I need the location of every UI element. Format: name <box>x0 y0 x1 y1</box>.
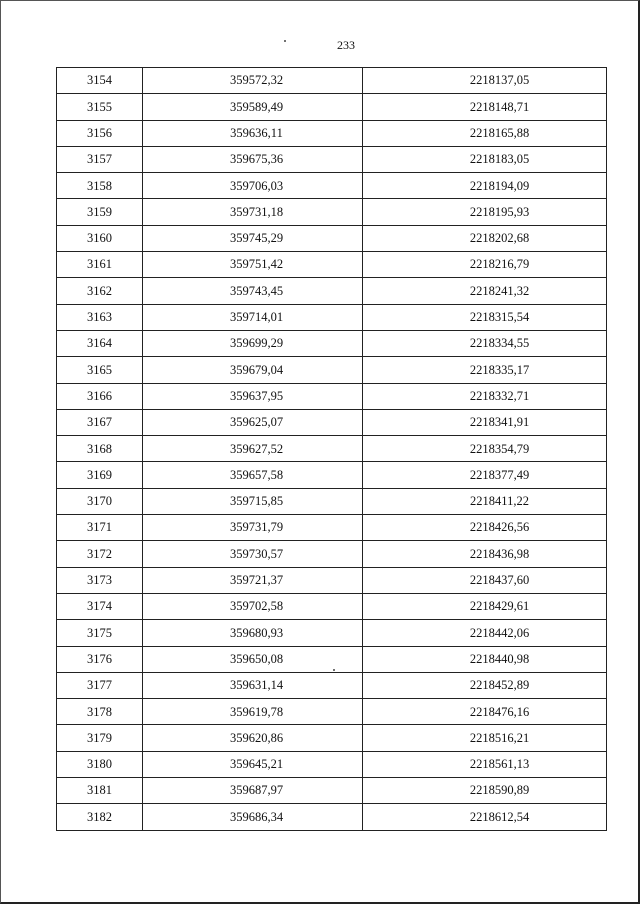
y-coordinate-cell: 2218426,56 <box>363 515 607 541</box>
point-number-cell: 3155 <box>57 94 143 120</box>
point-number-cell: 3179 <box>57 725 143 751</box>
x-coordinate-cell: 359679,04 <box>143 357 363 383</box>
x-coordinate-cell: 359620,86 <box>143 725 363 751</box>
point-number-cell: 3161 <box>57 252 143 278</box>
point-number-cell: 3171 <box>57 515 143 541</box>
y-coordinate-cell: 2218354,79 <box>363 436 607 462</box>
point-number-cell: 3168 <box>57 436 143 462</box>
y-coordinate-cell: 2218137,05 <box>363 68 607 94</box>
point-number-cell: 3172 <box>57 541 143 567</box>
table-row <box>57 646 607 672</box>
y-coordinate-cell: 2218241,32 <box>363 278 607 304</box>
y-coordinate-cell: 2218612,54 <box>363 804 607 830</box>
point-number-cell: 3173 <box>57 567 143 593</box>
page-number: 233 <box>337 38 355 52</box>
point-number-cell: 3169 <box>57 462 143 488</box>
x-coordinate-cell: 359687,97 <box>143 778 363 804</box>
x-coordinate-cell: 359731,18 <box>143 199 363 225</box>
table-row <box>57 488 607 514</box>
x-coordinate-cell: 359714,01 <box>143 304 363 330</box>
table-row <box>57 593 607 619</box>
table-row <box>57 383 607 409</box>
table-row <box>57 751 607 777</box>
x-coordinate-cell: 359702,58 <box>143 593 363 619</box>
x-coordinate-cell: 359699,29 <box>143 330 363 356</box>
y-coordinate-cell: 2218202,68 <box>363 225 607 251</box>
point-number-cell: 3181 <box>57 778 143 804</box>
x-coordinate-cell: 359650,08 <box>143 646 363 672</box>
y-coordinate-cell: 2218194,09 <box>363 173 607 199</box>
x-coordinate-cell: 359731,79 <box>143 515 363 541</box>
x-coordinate-cell: 359751,42 <box>143 252 363 278</box>
table-row <box>57 725 607 751</box>
y-coordinate-cell: 2218411,22 <box>363 488 607 514</box>
y-coordinate-cell: 2218377,49 <box>363 462 607 488</box>
table-row <box>57 409 607 435</box>
table-row <box>57 278 607 304</box>
point-number-cell: 3157 <box>57 146 143 172</box>
point-number-cell: 3176 <box>57 646 143 672</box>
point-number-cell: 3156 <box>57 120 143 146</box>
coordinates-table <box>56 67 607 831</box>
table-row <box>57 146 607 172</box>
table-row <box>57 672 607 698</box>
y-coordinate-cell: 2218516,21 <box>363 725 607 751</box>
point-number-cell: 3158 <box>57 173 143 199</box>
x-coordinate-cell: 359730,57 <box>143 541 363 567</box>
table-row <box>57 120 607 146</box>
x-coordinate-cell: 359680,93 <box>143 620 363 646</box>
y-coordinate-cell: 2218590,89 <box>363 778 607 804</box>
table-row <box>57 567 607 593</box>
table-row <box>57 699 607 725</box>
x-coordinate-cell: 359631,14 <box>143 672 363 698</box>
point-number-cell: 3167 <box>57 409 143 435</box>
point-number-cell: 3154 <box>57 68 143 94</box>
x-coordinate-cell: 359743,45 <box>143 278 363 304</box>
coordinates-table-body <box>57 68 607 831</box>
y-coordinate-cell: 2218195,93 <box>363 199 607 225</box>
y-coordinate-cell: 2218334,55 <box>363 330 607 356</box>
x-coordinate-cell: 359636,11 <box>143 120 363 146</box>
y-coordinate-cell: 2218476,16 <box>363 699 607 725</box>
y-coordinate-cell: 2218216,79 <box>363 252 607 278</box>
table-row <box>57 304 607 330</box>
y-coordinate-cell: 2218335,17 <box>363 357 607 383</box>
table-row <box>57 225 607 251</box>
point-number-cell: 3162 <box>57 278 143 304</box>
table-row <box>57 173 607 199</box>
y-coordinate-cell: 2218436,98 <box>363 541 607 567</box>
y-coordinate-cell: 2218183,05 <box>363 146 607 172</box>
scan-speck <box>284 40 286 42</box>
y-coordinate-cell: 2218341,91 <box>363 409 607 435</box>
y-coordinate-cell: 2218429,61 <box>363 593 607 619</box>
x-coordinate-cell: 359619,78 <box>143 699 363 725</box>
x-coordinate-cell: 359572,32 <box>143 68 363 94</box>
y-coordinate-cell: 2218442,06 <box>363 620 607 646</box>
y-coordinate-cell: 2218148,71 <box>363 94 607 120</box>
table-row <box>57 515 607 541</box>
table-row <box>57 94 607 120</box>
x-coordinate-cell: 359686,34 <box>143 804 363 830</box>
x-coordinate-cell: 359625,07 <box>143 409 363 435</box>
point-number-cell: 3159 <box>57 199 143 225</box>
table-row <box>57 436 607 462</box>
y-coordinate-cell: 2218165,88 <box>363 120 607 146</box>
point-number-cell: 3160 <box>57 225 143 251</box>
point-number-cell: 3182 <box>57 804 143 830</box>
x-coordinate-cell: 359721,37 <box>143 567 363 593</box>
x-coordinate-cell: 359715,85 <box>143 488 363 514</box>
point-number-cell: 3175 <box>57 620 143 646</box>
x-coordinate-cell: 359645,21 <box>143 751 363 777</box>
table-row <box>57 804 607 830</box>
y-coordinate-cell: 2218452,89 <box>363 672 607 698</box>
table-row <box>57 68 607 94</box>
table-row <box>57 620 607 646</box>
x-coordinate-cell: 359745,29 <box>143 225 363 251</box>
x-coordinate-cell: 359657,58 <box>143 462 363 488</box>
point-number-cell: 3180 <box>57 751 143 777</box>
y-coordinate-cell: 2218440,98 <box>363 646 607 672</box>
point-number-cell: 3178 <box>57 699 143 725</box>
table-row <box>57 541 607 567</box>
table-row <box>57 199 607 225</box>
table-row <box>57 357 607 383</box>
y-coordinate-cell: 2218561,13 <box>363 751 607 777</box>
point-number-cell: 3163 <box>57 304 143 330</box>
point-number-cell: 3166 <box>57 383 143 409</box>
table-row <box>57 330 607 356</box>
point-number-cell: 3164 <box>57 330 143 356</box>
x-coordinate-cell: 359589,49 <box>143 94 363 120</box>
y-coordinate-cell: 2218315,54 <box>363 304 607 330</box>
point-number-cell: 3165 <box>57 357 143 383</box>
point-number-cell: 3174 <box>57 593 143 619</box>
table-row <box>57 778 607 804</box>
point-number-cell: 3177 <box>57 672 143 698</box>
x-coordinate-cell: 359706,03 <box>143 173 363 199</box>
x-coordinate-cell: 359637,95 <box>143 383 363 409</box>
x-coordinate-cell: 359627,52 <box>143 436 363 462</box>
y-coordinate-cell: 2218332,71 <box>363 383 607 409</box>
y-coordinate-cell: 2218437,60 <box>363 567 607 593</box>
point-number-cell: 3170 <box>57 488 143 514</box>
table-row <box>57 252 607 278</box>
x-coordinate-cell: 359675,36 <box>143 146 363 172</box>
table-row <box>57 462 607 488</box>
